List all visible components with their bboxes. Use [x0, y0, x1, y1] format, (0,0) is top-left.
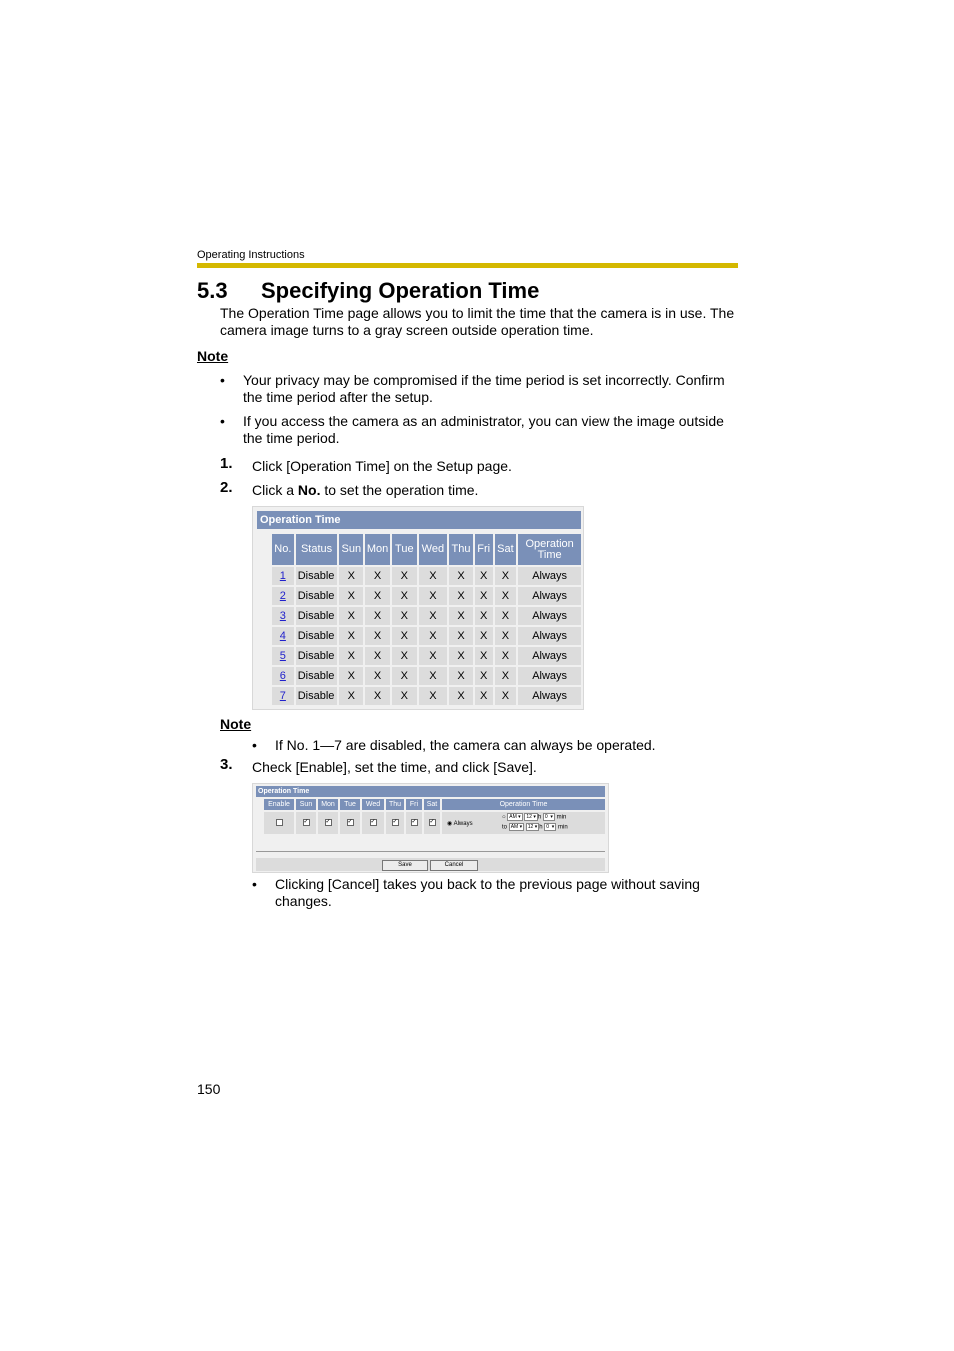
col-header: Fri — [406, 799, 422, 810]
day-cell: X — [339, 667, 363, 685]
step-number: 1. — [220, 455, 233, 472]
day-cell: X — [339, 687, 363, 705]
enable-checkbox[interactable] — [276, 819, 283, 826]
note-bullet — [220, 413, 740, 447]
row-number-link[interactable]: 2 — [272, 587, 294, 605]
always-label: Always — [453, 821, 473, 827]
day-cell: X — [339, 607, 363, 625]
day-cell — [340, 812, 360, 834]
day-cell: X — [365, 607, 390, 625]
day-cell: X — [419, 647, 448, 665]
day-cell: X — [339, 627, 363, 645]
operation-time-cell: Always — [518, 687, 581, 705]
row-number-link[interactable]: 1 — [272, 567, 294, 585]
day-cell: X — [475, 587, 493, 605]
step-text: Check [Enable], set the time, and click [Save]. — [252, 759, 537, 775]
bullet-dot: • — [252, 876, 257, 892]
hour-unit: h — [537, 814, 542, 821]
col-header: Wed — [362, 799, 384, 810]
col-header: Wed — [419, 534, 448, 565]
col-header: Enable — [264, 799, 294, 810]
status-cell: Disable — [296, 627, 338, 645]
day-cell: X — [475, 687, 493, 705]
operation-time-cell: Always — [518, 627, 581, 645]
hour-unit: h — [539, 824, 543, 831]
col-header: Sun — [339, 534, 363, 565]
table-row — [272, 607, 581, 625]
day-cell — [362, 812, 384, 834]
from-time-row — [502, 813, 566, 821]
day-cell: X — [365, 667, 390, 685]
day-cell: X — [419, 607, 448, 625]
button-bar — [256, 858, 605, 871]
after-bullet — [252, 876, 732, 910]
table-row — [272, 667, 581, 685]
status-cell: Disable — [296, 607, 338, 625]
note-heading: Note — [220, 716, 252, 732]
day-cell — [318, 812, 338, 834]
day-cell: X — [365, 647, 390, 665]
status-cell: Disable — [296, 567, 338, 585]
operation-time-edit-screenshot — [252, 783, 609, 873]
day-cell: X — [419, 587, 448, 605]
operation-time-cell: Always — [518, 567, 581, 585]
day-cell — [296, 812, 316, 834]
day-cell: X — [339, 587, 363, 605]
intro-paragraph: The Operation Time page allows you to limit the time that the camera is in use. The camera image turns to a gray screen outside operation time. — [220, 305, 735, 338]
day-cell: X — [475, 647, 493, 665]
day-cell: X — [449, 567, 473, 585]
day-cell: X — [419, 687, 448, 705]
day-cell: X — [392, 587, 417, 605]
save-button[interactable]: Save — [382, 860, 428, 871]
col-header: Mon — [318, 799, 338, 810]
day-cell: X — [365, 627, 390, 645]
col-header: Operation Time — [442, 799, 605, 810]
cancel-button[interactable]: Cancel — [430, 860, 478, 871]
operation-time-cell: Always — [518, 587, 581, 605]
day-cell: X — [449, 647, 473, 665]
table-row — [272, 647, 581, 665]
day-cell: X — [475, 627, 493, 645]
day-cell: X — [339, 567, 363, 585]
day-cell: X — [449, 687, 473, 705]
operation-time-cell: Always — [518, 607, 581, 625]
day-cell: X — [495, 607, 517, 625]
day-cell: X — [475, 567, 493, 585]
row-number-link[interactable]: 7 — [272, 687, 294, 705]
status-cell: Disable — [296, 647, 338, 665]
col-header: Thu — [449, 534, 473, 565]
col-header: Tue — [392, 534, 417, 565]
table-row — [272, 587, 581, 605]
day-cell — [424, 812, 440, 834]
status-cell: Disable — [296, 667, 338, 685]
day-cell: X — [475, 667, 493, 685]
from-hour-select[interactable]: 12 ▾ — [526, 814, 536, 820]
day-cell: X — [392, 667, 417, 685]
day-cell — [386, 812, 404, 834]
day-cell — [406, 812, 422, 834]
row-number-link[interactable]: 6 — [272, 667, 294, 685]
day-cell: X — [495, 667, 517, 685]
day-cell: X — [365, 587, 390, 605]
to-label: to — [502, 824, 508, 831]
col-header: Fri — [475, 534, 493, 565]
day-cell: X — [419, 667, 448, 685]
step-text: Click [Operation Time] on the Setup page. — [252, 458, 512, 474]
day-cell: X — [495, 687, 517, 705]
divider — [256, 851, 605, 852]
day-cell: X — [392, 567, 417, 585]
day-cell: X — [392, 607, 417, 625]
bullet-text: Clicking [Cancel] takes you back to the previous page without saving changes. — [275, 876, 700, 909]
sun-checkbox[interactable]: ✓ — [303, 818, 309, 825]
col-header: Thu — [386, 799, 404, 810]
section-title-text: Specifying Operation Time — [261, 278, 540, 303]
fri-checkbox[interactable]: ✓ — [411, 818, 417, 825]
row-number-link[interactable]: 5 — [272, 647, 294, 665]
to-time-row — [502, 823, 568, 831]
day-cell: X — [392, 687, 417, 705]
step-text: Click a No. to set the operation time. — [252, 482, 479, 498]
operation-time-cell: Always — [518, 647, 581, 665]
tue-checkbox[interactable]: ✓ — [347, 818, 353, 825]
from-ampm-select[interactable]: AM ▾ — [509, 814, 521, 820]
col-header: Sat — [495, 534, 517, 565]
status-cell: Disable — [296, 587, 338, 605]
radio-selected-icon: ◉ — [447, 821, 453, 827]
to-hour-select[interactable]: 12 ▾ — [527, 824, 538, 830]
note-bullet — [220, 372, 740, 406]
table-row — [272, 687, 581, 705]
day-cell: X — [449, 607, 473, 625]
wed-checkbox[interactable]: ✓ — [370, 818, 376, 825]
col-header: Sat — [424, 799, 440, 810]
table-header-row — [272, 534, 581, 565]
col-header: Tue — [340, 799, 360, 810]
thu-checkbox[interactable]: ✓ — [392, 818, 398, 825]
operation-time-table — [270, 532, 583, 707]
col-header: Operation Time — [518, 534, 581, 565]
to-ampm-select[interactable]: AM ▾ — [510, 824, 523, 830]
row-number-link[interactable]: 3 — [272, 607, 294, 625]
mon-checkbox[interactable]: ✓ — [325, 818, 331, 825]
note-heading: Note — [197, 348, 229, 364]
section-number: 5.3 — [197, 278, 228, 303]
day-cell: X — [495, 647, 517, 665]
col-header: Sun — [296, 799, 316, 810]
bullet-text: If you access the camera as an administrator, you can view the image outside the time period. — [243, 413, 724, 446]
table-row — [272, 627, 581, 645]
day-cell: X — [365, 567, 390, 585]
screenshot-title: Operation Time — [256, 786, 605, 797]
min-unit: min — [556, 814, 567, 821]
col-header: Mon — [365, 534, 390, 565]
day-cell: X — [392, 627, 417, 645]
note-bullet — [252, 737, 732, 754]
operation-time-list-screenshot — [252, 506, 584, 710]
from-min-select[interactable]: 0 ▾ — [544, 814, 553, 820]
header-rule — [197, 263, 738, 268]
bullet-dot: • — [252, 737, 257, 753]
min-unit: min — [558, 824, 568, 831]
day-cell: X — [495, 567, 517, 585]
day-cell: X — [449, 627, 473, 645]
day-cell: X — [495, 627, 517, 645]
day-cell: X — [419, 627, 448, 645]
step-number: 3. — [220, 756, 233, 773]
running-header: Operating Instructions — [197, 249, 305, 261]
bullet-text: If No. 1—7 are disabled, the camera can always be operated. — [275, 737, 656, 753]
day-cell: X — [365, 687, 390, 705]
bullet-dot: • — [220, 372, 225, 388]
day-cell: X — [419, 567, 448, 585]
status-cell: Disable — [296, 687, 338, 705]
col-header: Status — [296, 534, 338, 565]
day-cell: X — [392, 647, 417, 665]
section-title — [197, 278, 539, 304]
radio-empty-icon[interactable]: ○ — [502, 814, 506, 821]
step-number: 2. — [220, 479, 233, 496]
day-cell: X — [495, 587, 517, 605]
day-cell: X — [449, 587, 473, 605]
screenshot-title: Operation Time — [257, 511, 581, 529]
table-row — [272, 567, 581, 585]
enable-cell — [264, 812, 294, 834]
always-option[interactable] — [447, 820, 473, 827]
day-cell: X — [475, 607, 493, 625]
col-header: No. — [272, 534, 294, 565]
bullet-text: Your privacy may be compromised if the time period is set incorrectly. Confirm the time period after the setup. — [243, 372, 725, 405]
sat-checkbox[interactable]: ✓ — [429, 818, 435, 825]
to-min-select[interactable]: 0 ▾ — [546, 824, 555, 830]
operation-time-cell: Always — [518, 667, 581, 685]
day-cell: X — [339, 647, 363, 665]
row-number-link[interactable]: 4 — [272, 627, 294, 645]
page-number: 150 — [197, 1081, 221, 1097]
day-cell: X — [449, 667, 473, 685]
bullet-dot: • — [220, 413, 225, 429]
